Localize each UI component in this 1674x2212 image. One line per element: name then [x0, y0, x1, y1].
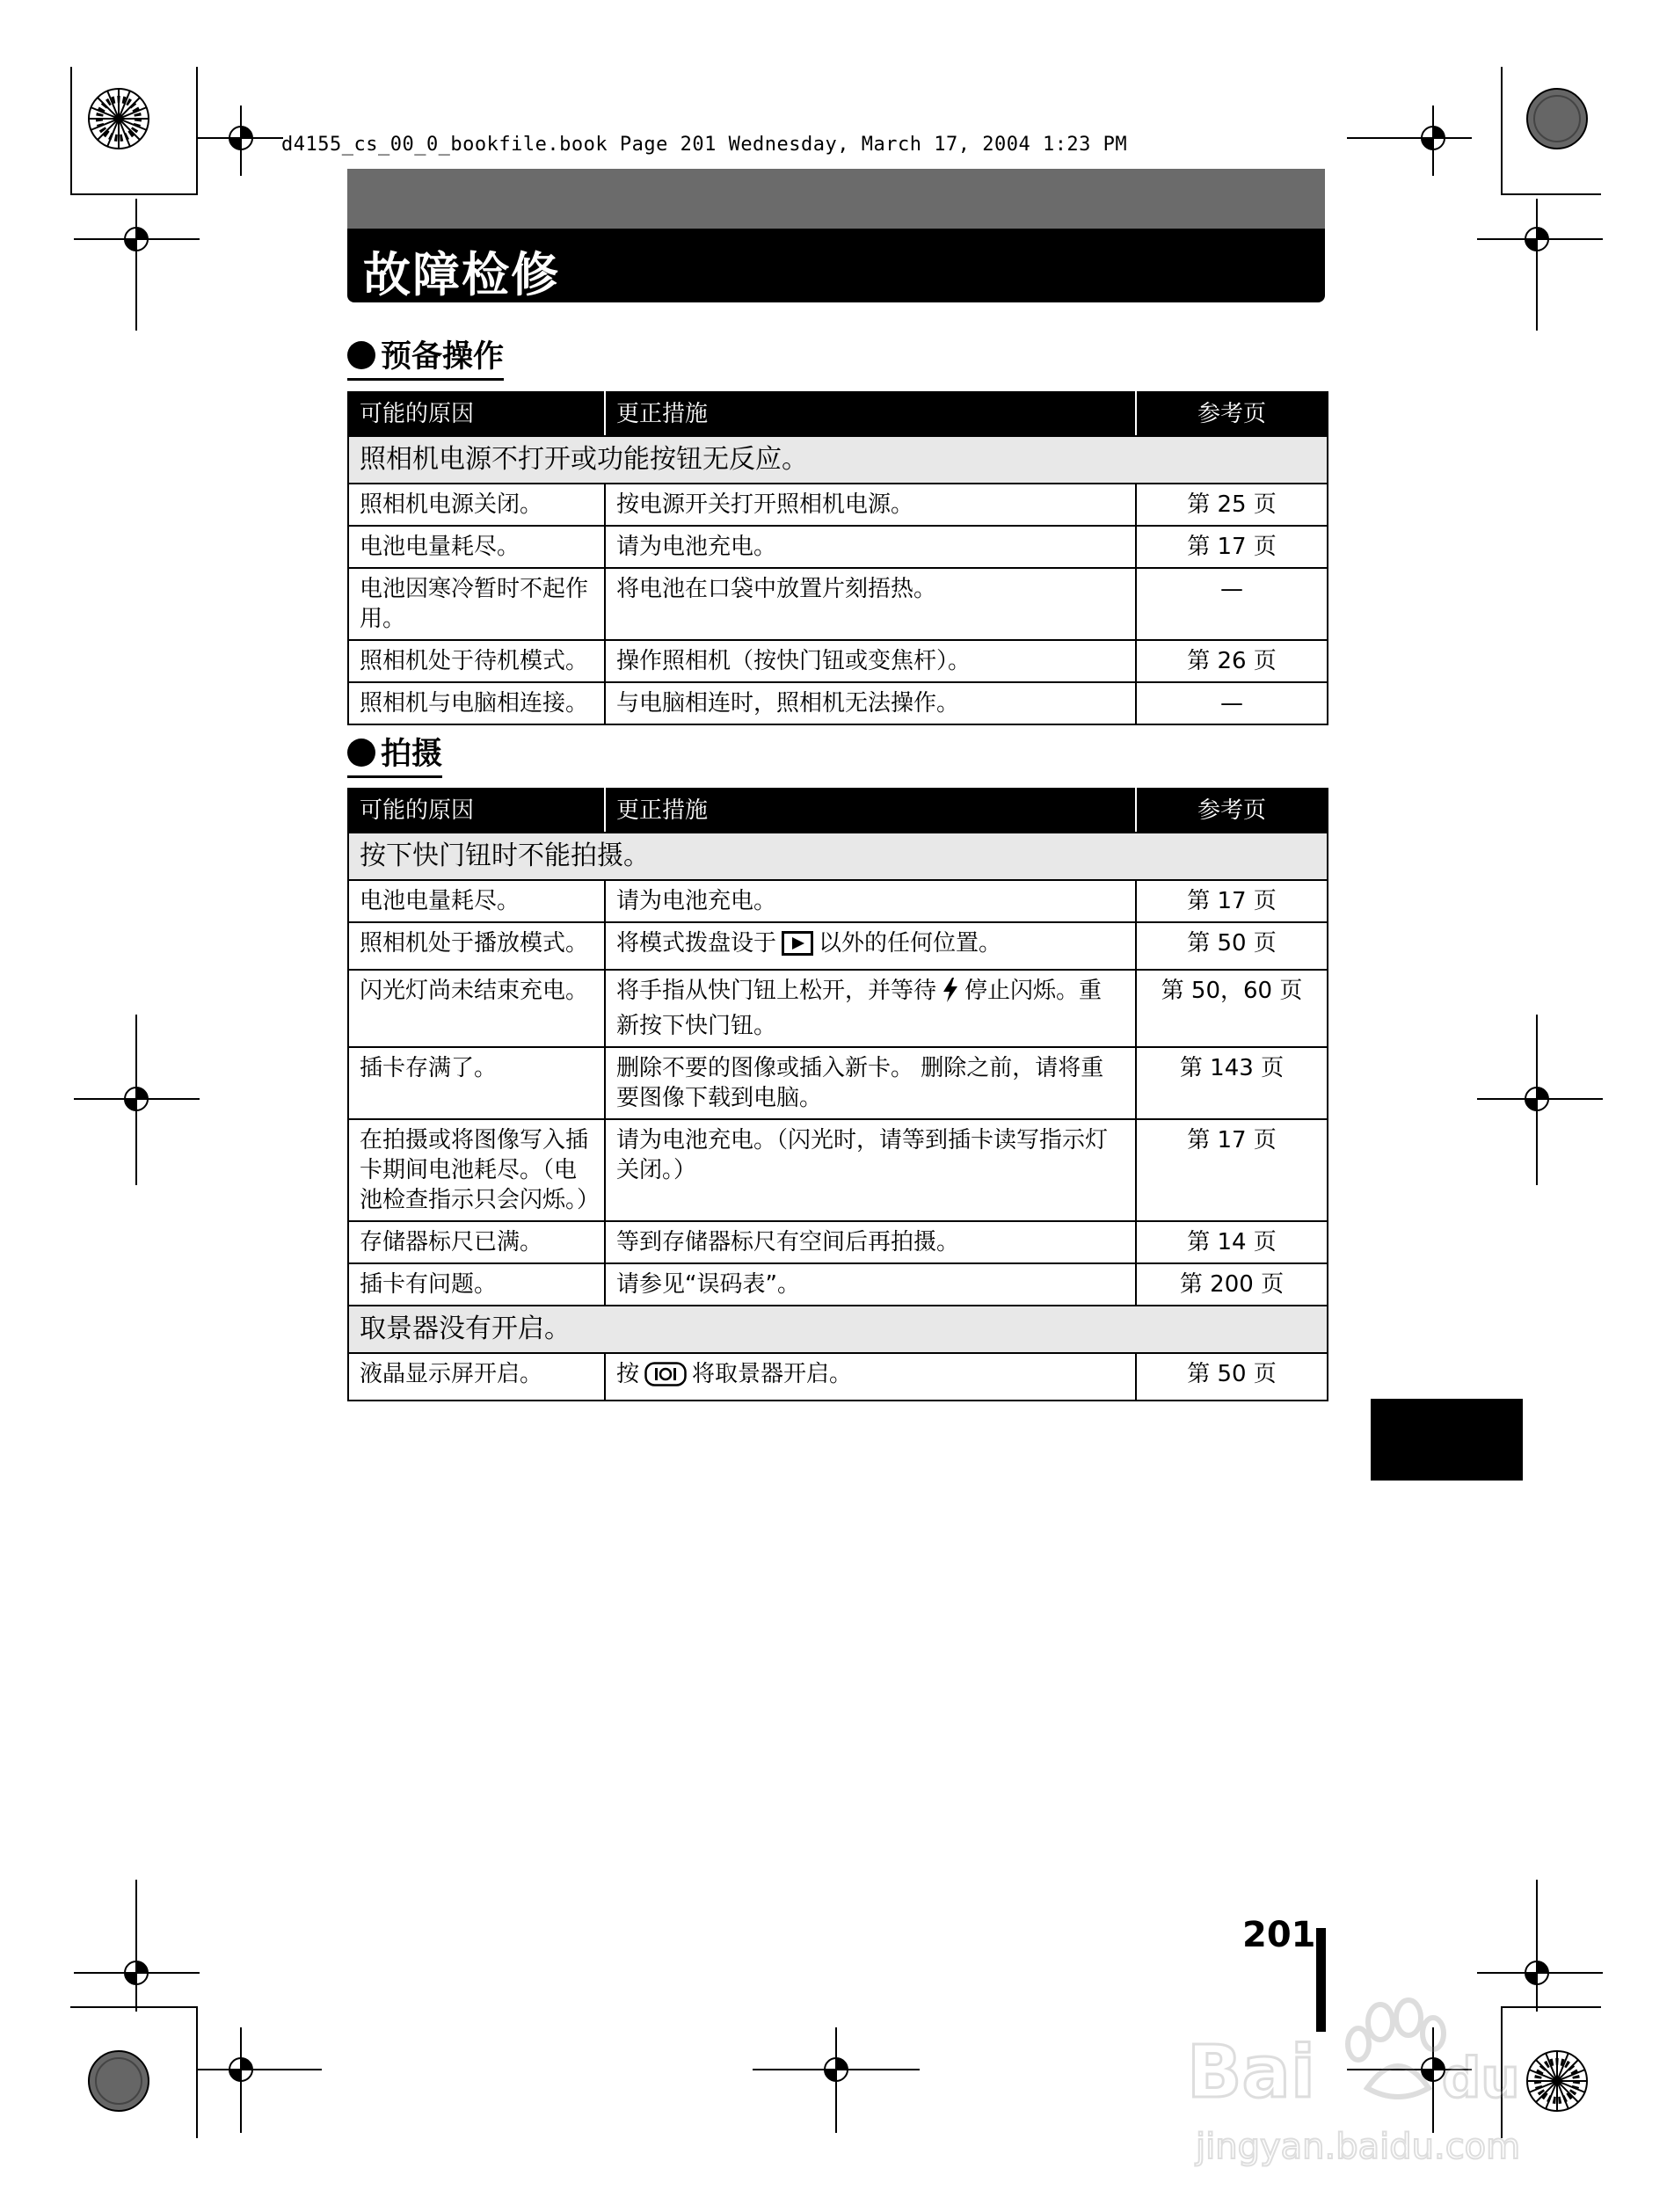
- section-heading-label: 预备操作: [381, 339, 505, 375]
- action-cell: 删除不要的图像或插入新卡。 删除之前，请将重要图像下载到电脑。: [605, 1047, 1136, 1119]
- column-header-cause: 可能的原因: [348, 789, 605, 833]
- table-row: [348, 922, 1328, 970]
- registration-target-top-right: [1525, 86, 1590, 155]
- table-row: [348, 1263, 1328, 1306]
- print-header: d4155_cs_00_0_bookfile.book Page 201 Wednesday, March 17, 2004 1:23 PM: [281, 134, 1128, 156]
- cause-cell: 照相机电源关闭。: [348, 484, 605, 526]
- action-cell: [605, 970, 1136, 1047]
- reference-cell: 第 14 页: [1136, 1221, 1328, 1263]
- cause-cell: 闪光灯尚未结束充电。: [348, 970, 605, 1047]
- reference-cell: 第 17 页: [1136, 1119, 1328, 1221]
- group-label: 照相机电源不打开或功能按钮无反应。: [348, 436, 1328, 484]
- table-row: [348, 1221, 1328, 1263]
- table-row: [348, 1047, 1328, 1119]
- playback-icon: [782, 931, 813, 964]
- troubleshooting-table-shooting: [347, 788, 1328, 1401]
- monitor-button-icon: [644, 1362, 687, 1394]
- reference-cell: 第 50 页: [1136, 922, 1328, 970]
- group-label: 按下快门钮时不能拍摄。: [348, 833, 1328, 880]
- action-cell: [605, 922, 1136, 970]
- reference-cell: 第 25 页: [1136, 484, 1328, 526]
- svg-text:Bai: Bai: [1187, 2031, 1315, 2114]
- action-cell: 请为电池充电。（闪光时，请等到插卡读写指示灯关闭。）: [605, 1119, 1136, 1221]
- table-row: [348, 970, 1328, 1047]
- cause-cell: 插卡存满了。: [348, 1047, 605, 1119]
- table-header-row: [348, 392, 1328, 436]
- cause-cell: 照相机处于播放模式。: [348, 922, 605, 970]
- action-text: 将取景器开启。: [692, 1361, 853, 1387]
- action-text: 将手指从快门钮上松开，并等待: [616, 978, 937, 1004]
- bullet-icon: [347, 739, 375, 767]
- reference-cell: 第 17 页: [1136, 526, 1328, 568]
- section-heading-label: 拍摄: [381, 737, 443, 772]
- registration-target-top-left: [86, 86, 151, 155]
- table-group-row: [348, 833, 1328, 880]
- section-heading-shooting: [347, 730, 442, 778]
- reference-cell: —: [1136, 568, 1328, 640]
- baidu-jingyan-watermark: [1178, 1991, 1565, 2176]
- reference-cell: 第 50 页: [1136, 1353, 1328, 1401]
- table-group-row: [348, 1306, 1328, 1353]
- table-group-row: [348, 436, 1328, 484]
- bullet-icon: [347, 341, 375, 369]
- table-header-row: [348, 789, 1328, 833]
- reference-cell: 第 50，60 页: [1136, 970, 1328, 1047]
- cause-cell: 电池电量耗尽。: [348, 526, 605, 568]
- group-label: 取景器没有开启。: [348, 1306, 1328, 1353]
- action-cell: 按电源开关打开照相机电源。: [605, 484, 1136, 526]
- table-row: [348, 880, 1328, 922]
- flash-icon: [942, 977, 959, 1011]
- section-heading-preparation: [347, 332, 504, 381]
- column-header-action: 更正措施: [605, 789, 1136, 833]
- table-row: [348, 526, 1328, 568]
- column-header-reference: 参考页: [1136, 789, 1328, 833]
- action-cell: 将电池在口袋中放置片刻捂热。: [605, 568, 1136, 640]
- cause-cell: 照相机处于待机模式。: [348, 640, 605, 682]
- table-row: [348, 1119, 1328, 1221]
- action-cell: [605, 1353, 1136, 1401]
- title-banner: [347, 229, 1325, 302]
- action-text: 以外的任何位置。: [819, 930, 1002, 957]
- action-cell: 请参见“误码表”。: [605, 1263, 1136, 1306]
- column-header-cause: 可能的原因: [348, 392, 605, 436]
- cause-cell: 存储器标尺已满。: [348, 1221, 605, 1263]
- reference-cell: 第 143 页: [1136, 1047, 1328, 1119]
- reference-cell: 第 26 页: [1136, 640, 1328, 682]
- cause-cell: 在拍摄或将图像写入插卡期间电池耗尽。（电池检查指示只会闪烁。）: [348, 1119, 605, 1221]
- table-row: [348, 484, 1328, 526]
- cause-cell: 电池电量耗尽。: [348, 880, 605, 922]
- reference-cell: 第 17 页: [1136, 880, 1328, 922]
- page-title: 故障检修: [363, 247, 560, 302]
- action-cell: 请为电池充电。: [605, 880, 1136, 922]
- action-text: 停止闪烁。重新按下快门钮。: [616, 978, 1103, 1039]
- column-header-action: 更正措施: [605, 392, 1136, 436]
- column-header-reference: 参考页: [1136, 392, 1328, 436]
- table-row: [348, 640, 1328, 682]
- action-cell: 操作照相机（按快门钮或变焦杆）。: [605, 640, 1136, 682]
- svg-text:du: du: [1442, 2046, 1520, 2110]
- cause-cell: 插卡有问题。: [348, 1263, 605, 1306]
- cause-cell: 电池因寒冷暂时不起作用。: [348, 568, 605, 640]
- reference-cell: —: [1136, 682, 1328, 724]
- cause-cell: 液晶显示屏开启。: [348, 1353, 605, 1401]
- action-cell: 等到存储器标尺有空间后再拍摄。: [605, 1221, 1136, 1263]
- registration-target-bottom-left: [86, 2048, 151, 2117]
- table-row: [348, 1353, 1328, 1401]
- table-row: [348, 682, 1328, 724]
- table-row: [348, 568, 1328, 640]
- action-text: 将模式拨盘设于: [616, 930, 777, 957]
- action-text: 按: [616, 1361, 640, 1387]
- cause-cell: 照相机与电脑相连接。: [348, 682, 605, 724]
- troubleshooting-table-preparation: [347, 391, 1328, 725]
- reference-cell: 第 200 页: [1136, 1263, 1328, 1306]
- page-number: 201: [1242, 1915, 1316, 1955]
- chapter-tab: [1371, 1399, 1523, 1481]
- title-banner-top: [347, 169, 1325, 229]
- svg-text:jingyan.baidu.com: jingyan.baidu.com: [1196, 2127, 1521, 2167]
- action-cell: 请为电池充电。: [605, 526, 1136, 568]
- action-cell: 与电脑相连时，照相机无法操作。: [605, 682, 1136, 724]
